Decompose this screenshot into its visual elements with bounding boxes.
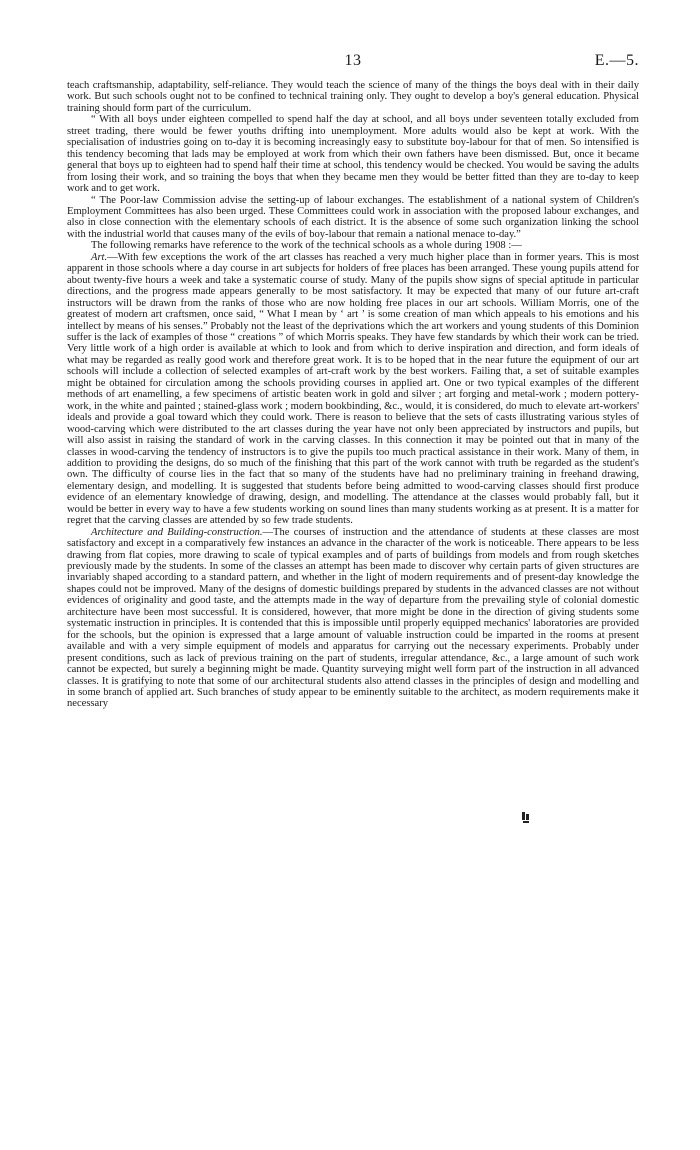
paragraph-text: The following remarks have reference to the work of the technical schools as a whole during 1908 :— (91, 240, 522, 252)
page-header (67, 52, 639, 80)
section-heading-architecture: Architecture and Building-construction. (91, 526, 263, 538)
paragraph-text: teach craftsmanship, adaptability, self-reliance. They would teach the science of many of the things the boys deal with in their daily work. But such schools ought not to be confined to technical training only. They ought to develop a boy's general education. Physical training should form part of the curriculum. (67, 80, 639, 114)
paragraph-following-remarks (67, 240, 639, 251)
paragraph-architecture (67, 527, 639, 710)
page-number: 13 (344, 52, 362, 69)
section-heading-art: Art. (91, 251, 108, 263)
paragraph-text: “ The Poor-law Commission advise the setting-up of labour exchanges. The establishment of a national system of Children's Employment Committees has also been urged. These Committees could work in association with the proposed labour exchanges, and also in close connection with the elementary schools of each district. It is the absence of some such organization linking the school with the industrial world that causes many of the evils of boy-labour that remain a national menace to-day.” (67, 194, 639, 240)
body-text (67, 80, 639, 710)
paragraph-text: “ With all boys under eighteen compelled to spend half the day at school, and all boys under seventeen totally excluded from street trading, there would be fewer youths drifting into unemployment. More adults would also be kept at work. With the specialisation of industries going on to-day it is becoming increasingly easy to substitute boy-labour for that of men. So intensified is this tendency becoming that lads may be employed at work from which their own fathers have been dismissed. But, once it became general that boys up to eighteen had to spend half their time at school, this tendency would be checked. You would be saving the adults from losing their work, and so training the boys that when they became men they would be better fitted than they are to-day to keep work and to get work. (67, 114, 639, 195)
paragraph-poor-law (67, 195, 639, 241)
paragraph-text: —With few exceptions the work of the art classes has reached a very much higher place than in former years. This is most apparent in those schools where a day course in art subjects for holders of free places has been arranged. These young pupils attend for about twenty-five hours a week and take a systematic course of study. Many of the pupils show signs of special aptitude in particular directions, and the progress made appears generally to be most satisfactory. It may be expected that many of our future art-craft instructors will be drawn from the ranks of those who are now holding free places in our art schools. William Morris, one of the greatest of modern art craftsmen, once said, “ What I mean by ‘ art ’ is some creation of man which appeals to his emotions and his intellect by means of his senses.” Probably not the least of the deprivations which the art workers and young students of this Dominion suffer is the lack of examples of those “ creations ” of which Morris speaks. They have few standards by which their work can be tried. Very little work of a high order is available at which to look and from which to derive inspiration and direction, and form ideals of what may be regarded as really good work and therefore great work. It is to be hoped that in the near future the equipment of our art schools will include a collection of selected examples of art-craft work by the best workers. Failing that, a set of suitable examples might be obtained for circulation among the schools providing courses in applied art. One or two typical examples of the different methods of art enamelling, a few specimens of artistic beaten work in gold and silver ; art forging and metal-work ; modern pottery-work, in the white and painted ; stained-glass work ; modern bookbinding, &c., would, it is considered, do much to elevate art-workers' ideals and provide a goal toward which they could work. There is reason to believe that the sets of casts illustrating various styles of wood-carving which were distributed to the art classes during the year have not only been appreciated by instructors and pupils, but will also assist in raising the standard of work in the carving classes. In this connection it may be pointed out that in many of the classes in wood-carving the tendency of instructors is to give the pupils too much practical assistance in their work. Many of them, in addition to providing the designs, do so much of the finishing that this part of the work cannot with truth be regarded as the student's own. The difficulty of course lies in the fact that so many of the students have had no preliminary training in freehand drawing, elementary design, and modelling. It is suggested that students before being admitted to wood-carving classes should first produce evidence of an elementary knowledge of drawing, design, and modelling. The attendance at the classes would probably fall, but it would be better in every way to have a few students working on sound lines than many students working as at present. It is a matter for regret that the carving classes are attended by so few trade students. (67, 251, 639, 527)
paragraph-boys-under-eighteen (67, 114, 639, 194)
paragraph-craftsmanship (67, 80, 639, 114)
document-reference: E.—5. (594, 52, 639, 69)
paragraph-art (67, 252, 639, 527)
paragraph-text: —The courses of instruction and the attendance of students at these classes are most satisfactory and except in a comparatively few instances an advance in the character of the work is noticeable. There appears to be less drawing from flat copies, more drawing to scale of typical examples and of parts of buildings from models and from rough sketches previously made by the students. In some of the classes an attempt has been made to discover why certain parts of given structures are invariably shaped according to a standard pattern, and whether in the light of modern requirements and of present-day knowledge the shapes could not be improved. Many of the designs of domestic buildings prepared by students in the advanced classes are not without evidences of originality and good taste, and the attempts made in the way of departure from the prevailing style of colonial domestic architecture have been most successful. It is considered, however, that more might be done in the direction of giving students some systematic instruction in principles. It is contended that this is impossible until properly equipped mechanics' laboratories are provided for the schools, but the opinion is expressed that a large amount of valuable instruction could be imparted in the rooms at present available and with a very simple equipment of models and apparatus for carrying out the necessary experiments. Probably under present conditions, such as lack of previous training on the part of students, irregular attendance, &c., a large amount of such work cannot be expected, but surely a beginning might be made. Quantity surveying might well form part of the instruction in all advanced classes. It is gratifying to note that some of our architectural students also attend classes in the principles of design and modelling and in some branch of applied art. Such branches of study appear to be eminently suitable to the architect, as modern requirements make it necessary (67, 526, 639, 710)
